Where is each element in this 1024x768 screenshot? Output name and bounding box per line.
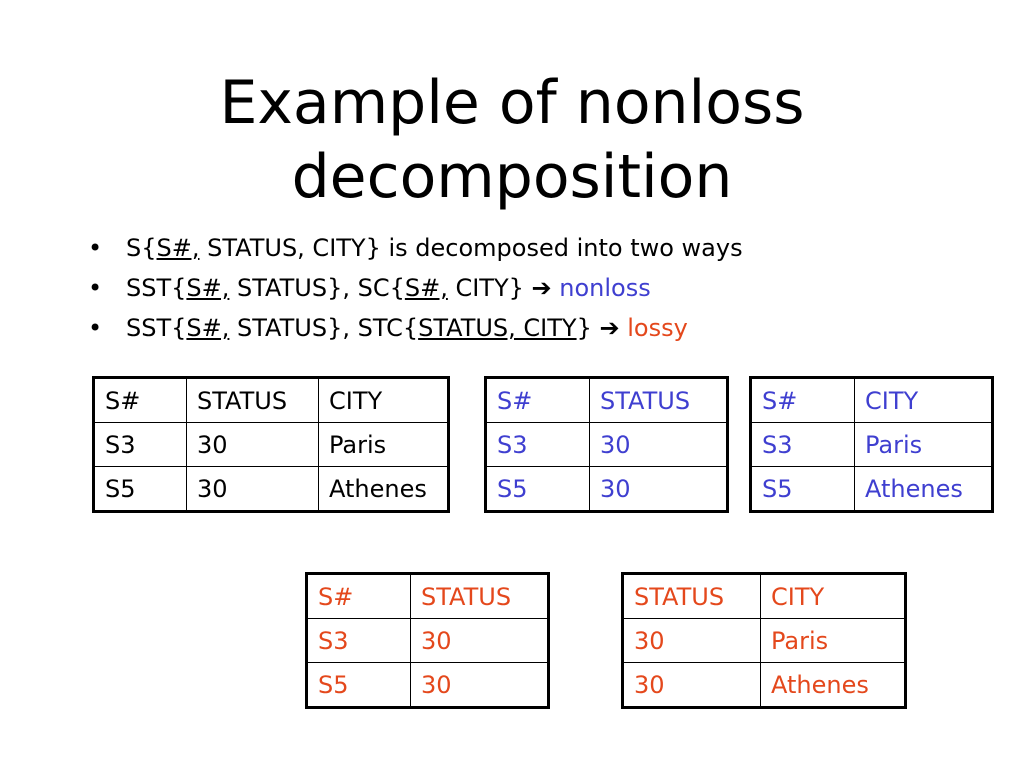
- table-cell: CITY: [761, 574, 906, 619]
- table-cell: STATUS: [411, 574, 549, 619]
- table-row: [486, 467, 728, 512]
- table-row: [751, 467, 993, 512]
- table-row: [486, 378, 728, 423]
- primary-key-text: S#,: [186, 314, 230, 342]
- table-cell: S5: [751, 467, 855, 512]
- table-cell: 30: [187, 423, 319, 467]
- table-cell: 30: [187, 467, 319, 512]
- bullet-text: SST{: [126, 314, 187, 342]
- table-cell: CITY: [855, 378, 993, 423]
- table-cell: S3: [751, 423, 855, 467]
- table-cell: 30: [590, 423, 728, 467]
- table-cell: CITY: [319, 378, 449, 423]
- table-cell: Paris: [855, 423, 993, 467]
- original-relation-table: [92, 376, 450, 513]
- table-cell: 30: [411, 619, 549, 663]
- table-row: [94, 467, 449, 512]
- table-row: [307, 574, 549, 619]
- table-cell: 30: [411, 663, 549, 708]
- table-cell: STATUS: [623, 574, 761, 619]
- bullet-text: }: [576, 314, 600, 342]
- bullet-dot: •: [88, 234, 103, 262]
- arrow-icon: ➔: [531, 274, 552, 302]
- table-row: [623, 619, 906, 663]
- table-cell: S5: [486, 467, 590, 512]
- table-cell: 30: [623, 619, 761, 663]
- table-row: [486, 423, 728, 467]
- sc-nonloss-table: [749, 376, 994, 513]
- primary-key-text: S#,: [404, 274, 448, 302]
- bullet-text: SST{: [126, 274, 187, 302]
- bullet-item-2: [88, 268, 743, 308]
- table-row: [751, 378, 993, 423]
- slide-title-line-2: decomposition: [291, 142, 733, 212]
- table-cell: S3: [307, 619, 411, 663]
- table-cell: S#: [307, 574, 411, 619]
- table-cell: 30: [623, 663, 761, 708]
- table-cell: S3: [94, 423, 187, 467]
- bullet-text: S{: [126, 234, 157, 262]
- key-text: STATUS, CITY: [418, 314, 577, 342]
- sst-nonloss-table: [484, 376, 729, 513]
- table-row: [623, 663, 906, 708]
- nonloss-label: nonloss: [559, 274, 651, 302]
- sst-lossy-table: [305, 572, 550, 709]
- table-row: [307, 663, 549, 708]
- table-cell: S#: [94, 378, 187, 423]
- primary-key-text: S#,: [186, 274, 230, 302]
- arrow-icon: ➔: [599, 314, 620, 342]
- bullet-item-3: [88, 308, 743, 348]
- table-row: [751, 423, 993, 467]
- bullet-text: STATUS}, STC{: [229, 314, 419, 342]
- bullet-dot: •: [88, 274, 103, 302]
- table-cell: S5: [94, 467, 187, 512]
- table-cell: Paris: [319, 423, 449, 467]
- table-cell: STATUS: [187, 378, 319, 423]
- bullet-text: STATUS}, SC{: [229, 274, 405, 302]
- table-cell: Athenes: [319, 467, 449, 512]
- table-cell: Athenes: [761, 663, 906, 708]
- table-cell: 30: [590, 467, 728, 512]
- slide-title-line-1: Example of nonloss: [219, 68, 805, 138]
- table-cell: S#: [486, 378, 590, 423]
- stc-lossy-table: [621, 572, 907, 709]
- bullet-list: [88, 228, 743, 348]
- table-cell: STATUS: [590, 378, 728, 423]
- table-cell: Paris: [761, 619, 906, 663]
- bullet-text: STATUS, CITY} is decomposed into two ways: [199, 234, 743, 262]
- table-cell: S#: [751, 378, 855, 423]
- table-row: [623, 574, 906, 619]
- table-row: [307, 619, 549, 663]
- bullet-item-1: [88, 228, 743, 268]
- table-cell: Athenes: [855, 467, 993, 512]
- table-cell: S5: [307, 663, 411, 708]
- bullet-text: CITY}: [447, 274, 532, 302]
- bullet-dot: •: [88, 314, 103, 342]
- table-cell: S3: [486, 423, 590, 467]
- primary-key-text: S#,: [156, 234, 200, 262]
- table-row: [94, 378, 449, 423]
- slide-title: [0, 66, 1024, 214]
- table-row: [94, 423, 449, 467]
- lossy-label: lossy: [627, 314, 688, 342]
